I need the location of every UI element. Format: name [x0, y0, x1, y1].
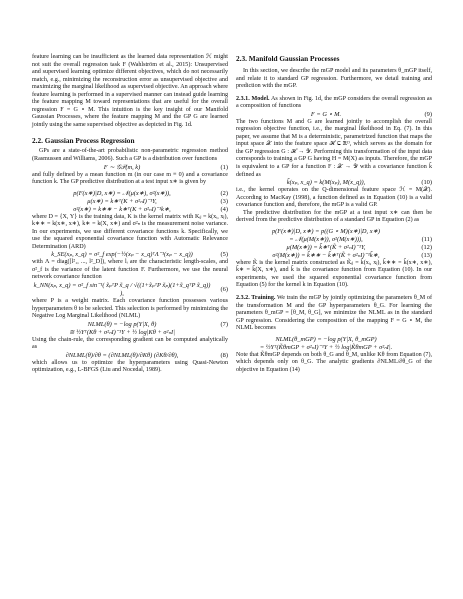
subsection-text: As shown in Fig. 1d, the mGP considers the overall regression as a composition of functions — [236, 95, 433, 110]
equation-number: (5) — [220, 251, 228, 259]
equation-number: (7) — [220, 320, 228, 328]
equation-body: F ∼ 𝒢𝒫(m, k) — [103, 163, 141, 171]
section-heading: 2.3. Manifold Gaussian Processes — [236, 54, 340, 63]
equation-body: p(F(x∗)|D, x∗) = p((G ∘ M)(x∗)|D, x∗) — [271, 227, 381, 235]
equation-body: k_NN(xₚ, x_q) = σ²_f sin⁻¹( x̃ₚᵀP x̃_q / √((1+x̃ₚᵀP x̃ₚ)(1+x̃_qᵀP x̃_q)) ), — [33, 282, 211, 298]
equation-number: (6) — [220, 286, 228, 294]
equation — [32, 198, 228, 206]
equation-body: p(F(x∗)|D, x∗) = 𝒩(μ(x∗), σ²(x∗)), — [73, 189, 171, 197]
equation — [236, 252, 432, 260]
equation-number: (1) — [220, 163, 228, 171]
subsection-title: 2.3.2. Training. — [236, 295, 276, 302]
equation-number: (8) — [220, 351, 228, 359]
equation-number: (2) — [220, 189, 228, 197]
equation — [236, 244, 432, 252]
equation-number: (12) — [421, 243, 432, 251]
equation-body: k̃(xₚ, x_q) = k(M(xₚ), M(x_q)), — [286, 179, 366, 187]
equation — [236, 111, 432, 119]
paragraph: where P is a weight matrix. Each covariance function possesses various hyperparameters θ to be selected. This selection is performed by minimizing the Negative Log Marginal Likelihood (NLML) — [32, 298, 228, 320]
paragraph: The two functions M and G are learned jointly to accomplish the overall regression objective function, i.e., the marginal likelihood in Eq. (7). In this paper, we assume that M is a deterministic, parametrized function that maps the input space 𝒳 into the feature space ℋ ⊆ ℝᴰ, which serves as the domain for the GP regression G : ℋ → 𝒴. Performing this transformation of the input data corresponds to training a GP G having H = M(X) as inputs. Therefore, the mGP is equivalent to a GP for a function F : 𝒳 → 𝒴 with a covariance function k̃ defined as — [236, 118, 432, 178]
equation-body: μ(M(x∗)) = k̃∗ᵀ(K̃ + σ²ₙI)⁻¹Y, — [286, 243, 366, 251]
equation-body: NLML(θ_mGP) = −log p(Y|X, θ_mGP) — [275, 335, 377, 343]
equation — [236, 336, 432, 344]
equation-body: ∂NLML(θ)/∂θ = (∂NLML(θ)/∂Kθ) (∂Kθ/∂θ), — [65, 351, 179, 359]
equation-body: = 𝒩(μ(M(x∗)), σ²(M(x∗))), — [289, 235, 363, 243]
equation-body: k_SE(xₚ, x_q) = σ²_f exp(−½(xₚ − x_q)ᵀΛ⁻¹(xₚ − x_q)) — [51, 251, 193, 259]
equation — [32, 206, 228, 214]
paragraph: In this section, we describe the mGP model and its parameters θ_mGP itself, and relate it to standard GP regression. Furthermore, we detail training and prediction with the mGP. — [236, 68, 432, 90]
equation-number: (3) — [220, 197, 228, 205]
right-column — [236, 54, 432, 374]
equation — [32, 352, 228, 360]
subsection-title: 2.3.1. Model. — [236, 95, 270, 102]
paragraph — [236, 295, 432, 333]
paragraph: GPs are a state-of-the-art probabilistic non-parametric regression method (Rasmussen and Williams, 2006). Such a GP is a distribution over functions — [32, 148, 228, 163]
section-heading: 2.2. Gaussian Process Regression — [32, 136, 135, 146]
equation-number: (13) — [421, 251, 432, 259]
equation-body: σ²(x∗) = k∗∗ − k∗ᵀ(K + σ²ₙI)⁻¹k∗, — [73, 205, 171, 213]
paragraph: and fully defined by a mean function m (in our case m ≡ 0) and a covariance function k. The GP predictive distribution at a test input x∗ is given by — [32, 171, 228, 186]
paragraph: Using the chain-rule, the corresponding gradient can be computed analytically as — [32, 336, 228, 351]
equation — [236, 179, 432, 187]
paragraph: with Λ = diag([l²₁, ..., l²_D]), where lᵢ are the characteristic length-scales, and σ²_f is the variance of the latent function F. Furthermore, we use the neural network covariance function — [32, 259, 228, 281]
equation — [32, 321, 228, 329]
paragraph: i.e., the kernel operates on the Q-dimensional feature space ℋ = M(𝒳). According to MacKay (1998), a function defined as in Equation (10) is a valid covariance function and, therefore, the mGP is a valid GP. — [236, 187, 432, 209]
equation-body: F = G ∘ M. — [310, 110, 342, 118]
equation-body: μ(x∗) = k∗ᵀ(K + σ²ₙI)⁻¹Y, — [87, 197, 157, 205]
equation — [236, 228, 432, 236]
equation-number: (11) — [421, 235, 432, 243]
left-column — [32, 54, 228, 375]
equation-number: (4) — [220, 205, 228, 213]
equation — [32, 282, 228, 298]
equation — [32, 329, 228, 337]
paragraph — [236, 96, 432, 111]
equation-body: NLML(θ) = −log p(Y|X, θ) — [87, 320, 157, 328]
equation — [236, 344, 432, 352]
equation-body: ≅ ½Yᵀ(Kθ + σ²ₙI)⁻¹Y + ½ log|Kθ + σ²ₙI| — [69, 328, 175, 336]
equation — [32, 164, 228, 172]
paragraph: Note that K̃θmGP depends on both θ_G and θ_M, unlike Kθ from Equation (7), which depends only on θ_G. The analytic gradients ∂NLML/∂θ_G of the objective in Equation (14) — [236, 351, 432, 373]
equation-number: (10) — [421, 179, 432, 187]
equation-body: σ²(M(x∗)) = k̃∗∗ − k̃∗ᵀ(K̃ + σ²ₙI)⁻¹k̃∗, — [272, 251, 380, 259]
paragraph: which allows us to optimize the hyperparameters using Quasi-Newton optimization, e.g., L-BFGS (Liu and Nocedal, 1989). — [32, 359, 228, 374]
equation-number: (9) — [424, 110, 432, 118]
paragraph: The predictive distribution for the mGP at a test input x∗ can then be derived from the predictive distribution of a standard GP in Equation (2) as — [236, 209, 432, 224]
equation-body: = ½Yᵀ(K̃θmGP + σ²ₙI)⁻¹Y + ½ log|K̃θmGP + σ²ₙI|. — [259, 343, 393, 351]
equation — [236, 236, 432, 244]
subsection-text: We train the mGP by jointly optimizing the parameters θ_M of the transformation M and the GP hyperparameters θ_G. For learning the parameters θ_mGP = [θ_M, θ_G], we minimize the NLML as in the standard GP regression. Considering the composition of the mapping F = G ∘ M, the NLML becomes — [236, 295, 432, 332]
paragraph: feature learning can be insufficient as the learned data representation ℋ might not suit the overall regression task F (Wahlström et al., 2015): Unsupervised and supervised learning optimize different objectives, which do not necessarily match, e.g., minimizing the reconstruction error as unsupervised objective and maximizing the marginal likelihood as supervised objective. An approach where feature learning is performed in a supervised manner can instead guide learning the feature mapping M toward representations that are useful for the overall regression F = G ∘ M. This intuition is the key insight of our Manifold Gaussian Processes, where the feature mapping M and the GP G are learned jointly using the same supervised objective as depicted in Fig. 1d. — [32, 54, 228, 128]
paragraph: where D = {X, Y} is the training data, K is the kernel matrix with Kᵢⱼ = k(xᵢ, xⱼ), k∗∗ = k(x∗, x∗), k∗ = k(X, x∗) and σ²ₙ is the measurement noise variance. In our experiments, we use different covariance functions k. Specifically, we use the squared exponential covariance function with Automatic Relevance Determination (ARD) — [32, 213, 228, 250]
paragraph: where K̃ is the kernel matrix constructed as K̃ᵢⱼ = k̃(xᵢ, xⱼ), k̃∗∗ = k̃(x∗, x∗), k̃∗ = k̃(X, x∗), and k̃ is the covariance function from Equation (10). In our experiments, we used the squared exponential covariance function from Equation (5) for the kernel k in Equation (10). — [236, 259, 432, 289]
equation — [32, 190, 228, 198]
